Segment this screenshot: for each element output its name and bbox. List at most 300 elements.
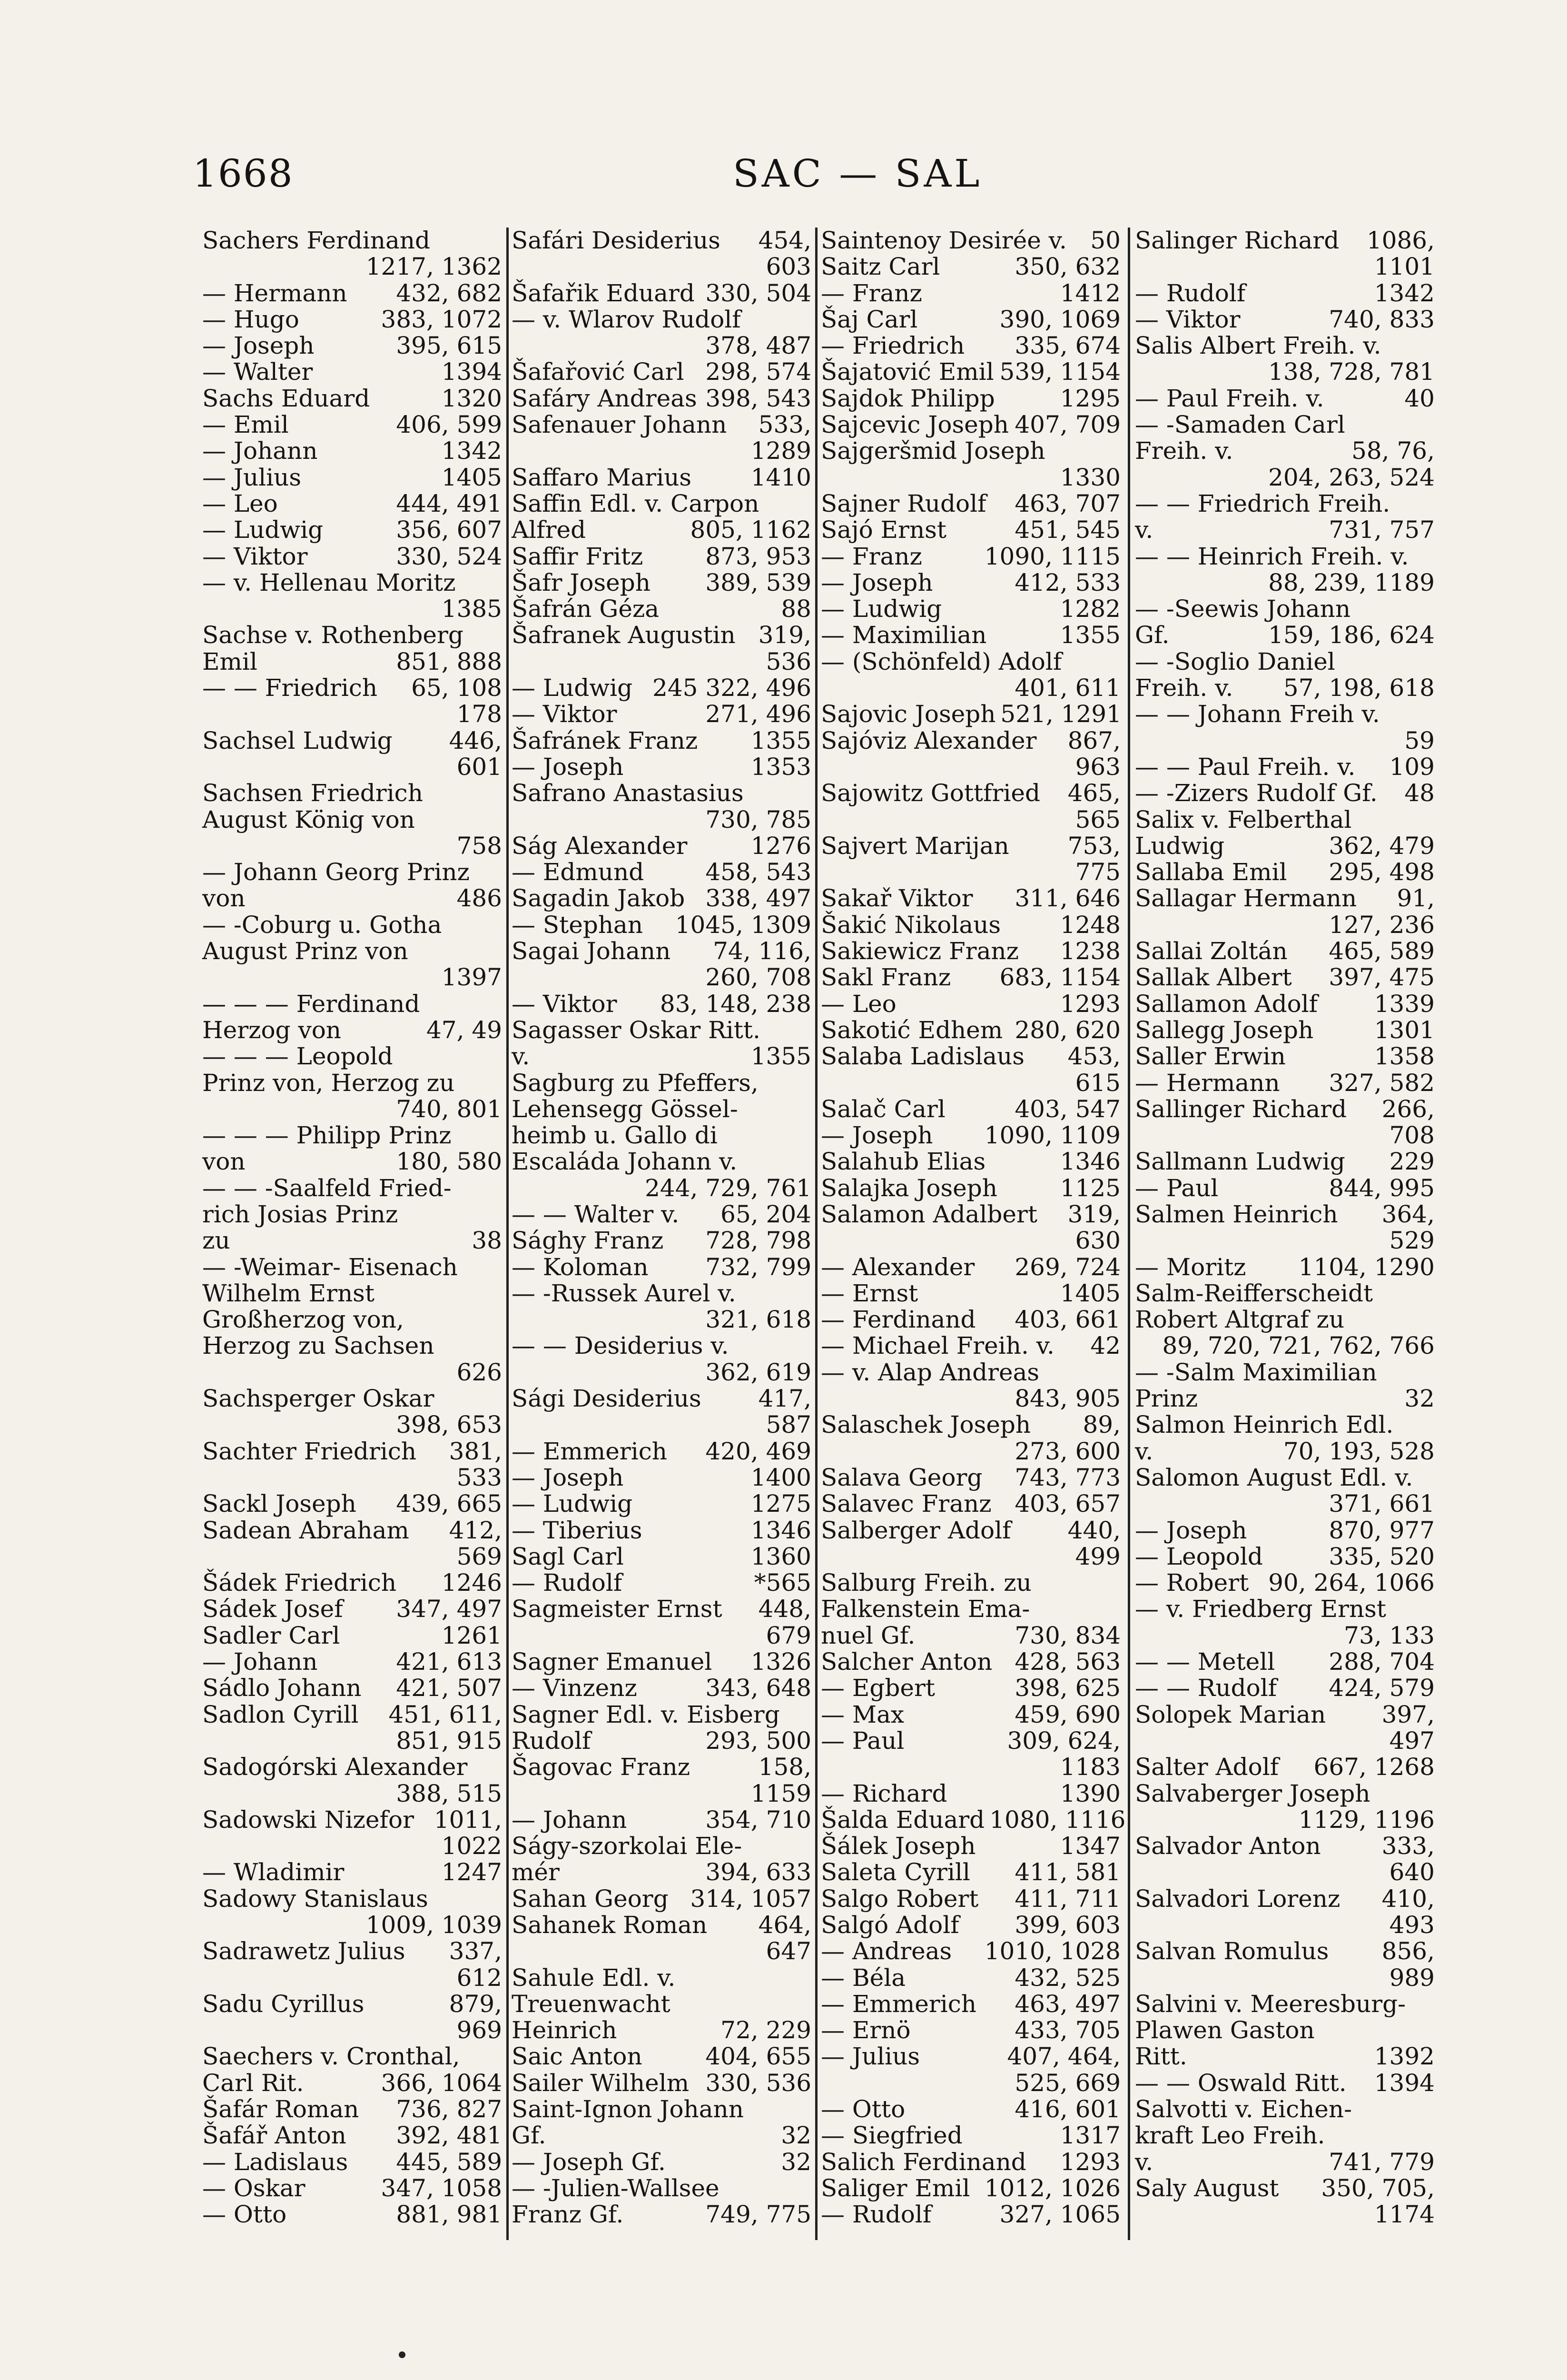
index-entry: [1135, 1623, 1435, 1649]
entry-pages: 412, 533: [1015, 568, 1121, 596]
entry-name: Herzog zu Sachsen: [202, 1332, 434, 1360]
index-entry: [202, 885, 502, 912]
entry-name: Safrano Anastasius: [512, 779, 744, 807]
index-entry: [1135, 754, 1435, 780]
entry-pages: 464,: [758, 1911, 811, 1939]
entry-name: Safáry Andreas: [512, 384, 697, 412]
entry-pages: 159, 186, 624: [1268, 621, 1435, 649]
entry-name: Šafařik Eduard: [512, 279, 695, 307]
entry-pages: 38: [472, 1227, 502, 1255]
index-entry: [821, 1333, 1121, 1359]
entry-pages: 758: [456, 832, 502, 860]
entry-name: — — — Ferdinand: [202, 990, 420, 1018]
entry-pages: 615: [1075, 1069, 1121, 1097]
entry-name: — Alexander: [821, 1253, 975, 1281]
index-entry: [512, 2070, 811, 2096]
index-entry: [1135, 1675, 1435, 1701]
entry-name: Salgo Robert: [821, 1884, 979, 1913]
entry-name: Šaj Carl: [821, 305, 918, 333]
index-entry: [512, 938, 811, 964]
index-entry: [1135, 780, 1435, 806]
index-entry: [512, 1675, 811, 1701]
entry-pages: 969: [456, 2016, 502, 2044]
index-entry: [512, 359, 811, 385]
index-entry: [821, 1307, 1121, 1333]
entry-name: Sahule Edl. v.: [512, 1964, 676, 1992]
index-entry: [1135, 2202, 1435, 2228]
entry-name: — -Russek Aurel v.: [512, 1279, 736, 1307]
entry-pages: 1346: [1060, 1148, 1121, 1176]
entry-pages: 65, 204: [720, 1200, 811, 1228]
index-entry: [202, 1201, 502, 1228]
index-entry: [202, 2202, 502, 2228]
entry-pages: 870, 977: [1329, 1516, 1435, 1544]
entry-pages: 389, 539: [705, 568, 811, 596]
index-entry: [202, 333, 502, 359]
entry-pages: 73, 133: [1344, 1621, 1435, 1649]
entry-pages: 347, 1058: [381, 2174, 502, 2202]
index-entry: [512, 1833, 811, 1859]
index-entry: [1135, 1412, 1435, 1438]
entry-name: — Rudolf: [1135, 279, 1246, 307]
entry-pages: 356, 607: [396, 516, 502, 544]
index-entry: [821, 1201, 1121, 1228]
index-entry: [202, 2070, 502, 2096]
entry-name: Sallinger Richard: [1135, 1095, 1347, 1123]
entry-name: Franz Gf.: [512, 2201, 624, 2229]
entry-name: v.: [1135, 516, 1153, 544]
entry-pages: 1397: [441, 963, 502, 992]
index-entry: [512, 2096, 811, 2122]
index-entry: [821, 1965, 1121, 1991]
index-entry: [1135, 2017, 1435, 2043]
entry-name: Safenauer Johann: [512, 411, 727, 439]
entry-name: — -Soglio Daniel: [1135, 647, 1335, 675]
entry-name: — -Zizers Rudolf Gf.: [1135, 779, 1378, 807]
index-entry: [202, 1465, 502, 1491]
entry-name: — Andreas: [821, 1937, 952, 1965]
column-divider: [815, 228, 818, 2240]
entry-pages: 1330: [1060, 463, 1121, 491]
entry-name: — Hermann: [202, 279, 347, 307]
entry-name: — -Julien-Wallsee: [512, 2174, 719, 2202]
index-entry: [821, 1280, 1121, 1307]
entry-pages: 1090, 1109: [984, 1121, 1121, 1150]
index-entry: [512, 1386, 811, 1412]
entry-pages: 1090, 1115: [984, 542, 1121, 570]
entry-pages: 88, 239, 1189: [1268, 568, 1435, 596]
entry-name: Carl Rit.: [202, 2069, 304, 2097]
entry-name: — Julius: [821, 2043, 920, 2071]
entry-name: — Ladislaus: [202, 2148, 348, 2176]
entry-pages: 539, 1154: [999, 358, 1121, 386]
index-entry: [821, 438, 1121, 464]
index-entry: [1135, 1596, 1435, 1622]
entry-name: Salaba Ladislaus: [821, 1042, 1025, 1071]
entry-pages: 72, 229: [720, 2016, 811, 2044]
entry-pages: 448,: [758, 1595, 811, 1623]
entry-name: — — Oswald Ritt.: [1135, 2069, 1347, 2097]
entry-pages: 406, 599: [396, 411, 502, 439]
entry-name: — Walter: [202, 358, 313, 386]
entry-pages: 1342: [1374, 279, 1435, 307]
entry-name: — Emmerich: [512, 1437, 667, 1465]
entry-pages: 338, 497: [705, 884, 811, 912]
index-entry: [202, 1859, 502, 1885]
index-entry: [202, 1938, 502, 1964]
entry-pages: 647: [766, 1937, 811, 1965]
index-entry: [821, 1754, 1121, 1780]
entry-pages: 432, 682: [396, 279, 502, 307]
entry-pages: 403, 547: [1015, 1095, 1121, 1123]
index-entry: [512, 754, 811, 780]
entry-name: — Rudolf: [512, 1569, 622, 1597]
entry-pages: 612: [456, 1964, 502, 1992]
entry-name: Sajdok Philipp: [821, 384, 995, 412]
entry-name: Šafranek Augustin: [512, 621, 736, 649]
index-entry: [202, 596, 502, 622]
index-entry: [202, 517, 502, 543]
entry-pages: 1086,: [1366, 227, 1435, 254]
entry-pages: 178: [456, 700, 502, 728]
index-entry: [202, 622, 502, 648]
index-entry: [821, 333, 1121, 359]
index-entry: [1135, 622, 1435, 648]
index-entry: [821, 833, 1121, 859]
index-entry: [202, 649, 502, 675]
entry-pages: 32: [781, 2122, 811, 2150]
index-entry: [512, 1728, 811, 1754]
index-entry: [202, 859, 502, 885]
entry-pages: 446,: [449, 726, 502, 754]
index-entry: [1135, 1438, 1435, 1465]
entry-pages: 83, 148, 238: [660, 990, 811, 1018]
index-entry: [512, 228, 811, 254]
entry-name: — -Samaden Carl: [1135, 411, 1345, 439]
index-entry: [512, 1781, 811, 1807]
entry-name: — — Desiderius v.: [512, 1332, 729, 1360]
entry-pages: 1295: [1060, 384, 1121, 412]
entry-name: Wilhelm Ernst: [202, 1279, 375, 1307]
entry-name: — Johann: [202, 437, 318, 465]
index-entry: [1135, 1544, 1435, 1570]
index-entry: [512, 2175, 811, 2202]
index-entry: [512, 1517, 811, 1544]
index-entry: [821, 1491, 1121, 1517]
entry-pages: 180, 580: [396, 1148, 502, 1176]
index-entry: [821, 1017, 1121, 1043]
entry-pages: 390, 1069: [999, 305, 1121, 333]
index-entry: [202, 1965, 502, 1991]
index-entry: [821, 991, 1121, 1017]
index-entry: [821, 964, 1121, 991]
index-entry: [821, 1228, 1121, 1254]
index-entry: [1135, 1517, 1435, 1544]
entry-name: — — Paul Freih. v.: [1135, 753, 1356, 781]
index-entry: [512, 675, 811, 701]
entry-pages: 851, 915: [396, 1726, 502, 1755]
entry-name: Sachsel Ludwig: [202, 726, 393, 754]
entry-pages: 260, 708: [705, 963, 811, 992]
index-entry: [512, 1807, 811, 1833]
entry-name: Šafránek Franz: [512, 726, 698, 754]
entry-pages: 879,: [449, 1990, 502, 2018]
index-entry: [821, 1465, 1121, 1491]
entry-name: Gf.: [512, 2122, 546, 2150]
index-entry: [821, 2175, 1121, 2202]
entry-pages: 411, 581: [1015, 1858, 1121, 1886]
entry-name: Ság Alexander: [512, 832, 688, 860]
index-entry: [1135, 2149, 1435, 2175]
index-entry: [202, 1070, 502, 1096]
entry-pages: 395, 615: [396, 332, 502, 360]
entry-pages: 881, 981: [396, 2201, 502, 2229]
entry-pages: 1238: [1060, 937, 1121, 965]
entry-pages: 1293: [1060, 990, 1121, 1018]
index-entry: [202, 2149, 502, 2175]
entry-name: Rudolf: [512, 1726, 591, 1755]
entry-name: — Leo: [821, 990, 897, 1018]
entry-name: — Viktor: [512, 990, 617, 1018]
entry-name: Šafařović Carl: [512, 358, 684, 386]
entry-name: Plawen Gaston: [1135, 2016, 1315, 2044]
entry-pages: 1125: [1060, 1174, 1121, 1202]
index-entry: [1135, 649, 1435, 675]
entry-name: Salis Albert Freih. v.: [1135, 332, 1381, 360]
entry-pages: 403, 657: [1015, 1490, 1121, 1518]
entry-name: Salomon August Edl. v.: [1135, 1463, 1413, 1491]
entry-pages: 463, 707: [1015, 489, 1121, 517]
entry-name: — Siegfried: [821, 2122, 963, 2150]
entry-pages: 1346: [750, 1516, 811, 1544]
entry-name: — — — Leopold: [202, 1042, 393, 1071]
entry-name: — Otto: [821, 2095, 906, 2123]
index-entry: [512, 1859, 811, 1885]
index-entry: [512, 1096, 811, 1122]
index-entry: [821, 1833, 1121, 1859]
entry-name: Salaschek Joseph: [821, 1411, 1031, 1439]
entry-name: Saffaro Marius: [512, 463, 692, 491]
index-entry: [512, 1122, 811, 1149]
entry-name: Sajvert Marijan: [821, 832, 1009, 860]
entry-name: Salcher Anton: [821, 1648, 993, 1676]
index-entry: [1135, 1043, 1435, 1070]
entry-name: — Stephan: [512, 911, 643, 939]
entry-pages: 1326: [750, 1648, 811, 1676]
entry-pages: 1248: [1060, 911, 1121, 939]
entry-pages: 40: [1404, 384, 1435, 412]
entry-name: — Koloman: [512, 1253, 649, 1281]
index-entry: [202, 2043, 502, 2070]
index-entry: [821, 1359, 1121, 1386]
index-entry: [512, 570, 811, 596]
entry-name: — — Walter v.: [512, 1200, 680, 1228]
index-entry: [1135, 701, 1435, 727]
entry-pages: 1080, 1116: [989, 1805, 1126, 1834]
index-entry: [821, 280, 1121, 307]
entry-name: Robert Altgraf zu: [1135, 1306, 1345, 1334]
entry-pages: 271, 496: [705, 700, 811, 728]
index-entry: [821, 1544, 1121, 1570]
entry-pages: 1101: [1374, 253, 1435, 281]
entry-name: Salvotti v. Eichen-: [1135, 2095, 1352, 2123]
entry-name: v.: [512, 1042, 530, 1071]
entry-name: Šafář Anton: [202, 2122, 346, 2150]
index-entry: [202, 570, 502, 596]
index-entry: [512, 1702, 811, 1728]
index-entry: [202, 491, 502, 517]
index-entry: [512, 1043, 811, 1070]
index-entry: [512, 807, 811, 833]
index-entry: [821, 2122, 1121, 2149]
index-entry: [1135, 964, 1435, 991]
entry-pages: 424, 579: [1329, 1674, 1435, 1702]
entry-pages: 65, 108: [411, 674, 502, 702]
entry-name: — Vinzenz: [512, 1674, 637, 1702]
index-entry: [202, 1386, 502, 1412]
index-entry: [512, 1465, 811, 1491]
entry-pages: 407, 709: [1015, 411, 1121, 439]
entry-pages: 499: [1075, 1542, 1121, 1570]
index-entry: [202, 1333, 502, 1359]
index-entry: [512, 1938, 811, 1964]
entry-pages: 428, 563: [1015, 1648, 1121, 1676]
index-entry: [821, 938, 1121, 964]
entry-pages: 288, 704: [1329, 1648, 1435, 1676]
index-entry: [1135, 2043, 1435, 2070]
entry-name: Sajó Ernst: [821, 516, 946, 544]
index-entry: [202, 1596, 502, 1622]
index-entry: [1135, 859, 1435, 885]
entry-pages: 354, 710: [705, 1805, 811, 1834]
entry-name: Sachter Friedrich: [202, 1437, 417, 1465]
entry-name: Heinrich: [512, 2016, 617, 2044]
index-entry: [821, 1623, 1121, 1649]
entry-name: — — Friedrich: [202, 674, 378, 702]
index-entry: [202, 1438, 502, 1465]
entry-pages: 333,: [1381, 1832, 1435, 1860]
index-entry: [1135, 1781, 1435, 1807]
entry-pages: 1012, 1026: [984, 2174, 1121, 2202]
entry-pages: 667, 1268: [1313, 1753, 1435, 1781]
entry-name: Saller Erwin: [1135, 1042, 1286, 1071]
index-entry: [1135, 491, 1435, 517]
index-entry: [821, 1596, 1121, 1622]
entry-name: Saintenoy Desirée v.: [821, 227, 1067, 254]
entry-name: — Friedrich: [821, 332, 965, 360]
entry-pages: 851, 888: [396, 647, 502, 675]
index-entry: [821, 649, 1121, 675]
entry-pages: 444, 491: [396, 489, 502, 517]
entry-name: Sakl Franz: [821, 963, 951, 992]
index-entry: [821, 2149, 1121, 2175]
entry-pages: 335, 674: [1015, 332, 1121, 360]
entry-name: Sagl Carl: [512, 1542, 624, 1570]
index-entry: [202, 1280, 502, 1307]
entry-pages: 708: [1389, 1121, 1435, 1150]
entry-name: Sadowski Nizefor: [202, 1805, 414, 1834]
index-entry: [202, 938, 502, 964]
index-entry: [1135, 438, 1435, 464]
entry-name: Saitz Carl: [821, 253, 940, 281]
entry-pages: 1247: [441, 1858, 502, 1886]
index-entry: [512, 333, 811, 359]
index-entry: [1135, 1149, 1435, 1175]
index-entry: [1135, 1228, 1435, 1254]
index-entry: [512, 885, 811, 912]
entry-name: Sagasser Oskar Ritt.: [512, 1016, 760, 1044]
entry-name: Salahub Elias: [821, 1148, 986, 1176]
entry-pages: 451, 545: [1015, 516, 1121, 544]
entry-name: Salix v. Felberthal: [1135, 805, 1352, 833]
entry-name: August König von: [202, 805, 415, 833]
entry-pages: 1301: [1374, 1016, 1435, 1044]
entry-pages: 298, 574: [705, 358, 811, 386]
index-entry: [512, 622, 811, 648]
entry-name: — Emil: [202, 411, 289, 439]
entry-pages: 1009, 1039: [365, 1911, 502, 1939]
entry-name: — Ferdinand: [821, 1306, 976, 1334]
entry-pages: 109: [1389, 753, 1435, 781]
index-entry: [821, 780, 1121, 806]
entry-pages: 1394: [441, 358, 502, 386]
entry-name: — Joseph: [202, 332, 315, 360]
index-entry: [1135, 938, 1435, 964]
entry-pages: 1293: [1060, 2148, 1121, 2176]
entry-name: Safári Desiderius: [512, 227, 720, 254]
entry-pages: 204, 263, 524: [1268, 463, 1435, 491]
entry-pages: 731, 757: [1329, 516, 1435, 544]
entry-pages: 416, 601: [1015, 2095, 1121, 2123]
entry-pages: 736, 827: [396, 2095, 502, 2123]
index-entry: [512, 1359, 811, 1386]
entry-name: Salberger Adolf: [821, 1516, 1011, 1544]
entry-name: — — Metell: [1135, 1648, 1275, 1676]
entry-pages: 392, 481: [396, 2122, 502, 2150]
entry-name: Sagner Emanuel: [512, 1648, 712, 1676]
index-column-2: [512, 228, 811, 2228]
index-entry: [821, 1886, 1121, 1912]
entry-name: — v. Wlarov Rudolf: [512, 305, 741, 333]
entry-pages: 410,: [1381, 1884, 1435, 1913]
index-entry: [1135, 333, 1435, 359]
entry-name: Sadler Carl: [202, 1621, 340, 1649]
entry-name: Sági Desiderius: [512, 1385, 701, 1413]
entry-pages: 565: [1075, 805, 1121, 833]
entry-name: — Franz: [821, 279, 922, 307]
index-entry: [202, 912, 502, 938]
entry-name: Sadogórski Alexander: [202, 1753, 468, 1781]
entry-name: — -Seewis Johann: [1135, 595, 1351, 623]
entry-name: Salich Ferdinand: [821, 2148, 1026, 2176]
index-entry: [512, 1438, 811, 1465]
entry-pages: 844, 995: [1329, 1174, 1435, 1202]
index-entry: [821, 1859, 1121, 1885]
index-entry: [512, 1254, 811, 1280]
entry-pages: 420, 469: [705, 1437, 811, 1465]
entry-pages: 1022: [441, 1832, 502, 1860]
entry-name: Sahanek Roman: [512, 1911, 708, 1939]
index-entry: [821, 1991, 1121, 2017]
entry-name: Sagadin Jakob: [512, 884, 685, 912]
entry-pages: 366, 1064: [381, 2069, 502, 2097]
entry-pages: 1183: [1060, 1753, 1121, 1781]
entry-name: — Ludwig: [512, 674, 633, 702]
entry-pages: 362, 619: [705, 1358, 811, 1386]
index-entry: [512, 1754, 811, 1780]
index-entry: [512, 1886, 811, 1912]
entry-name: Sallegg Joseph: [1135, 1016, 1314, 1044]
